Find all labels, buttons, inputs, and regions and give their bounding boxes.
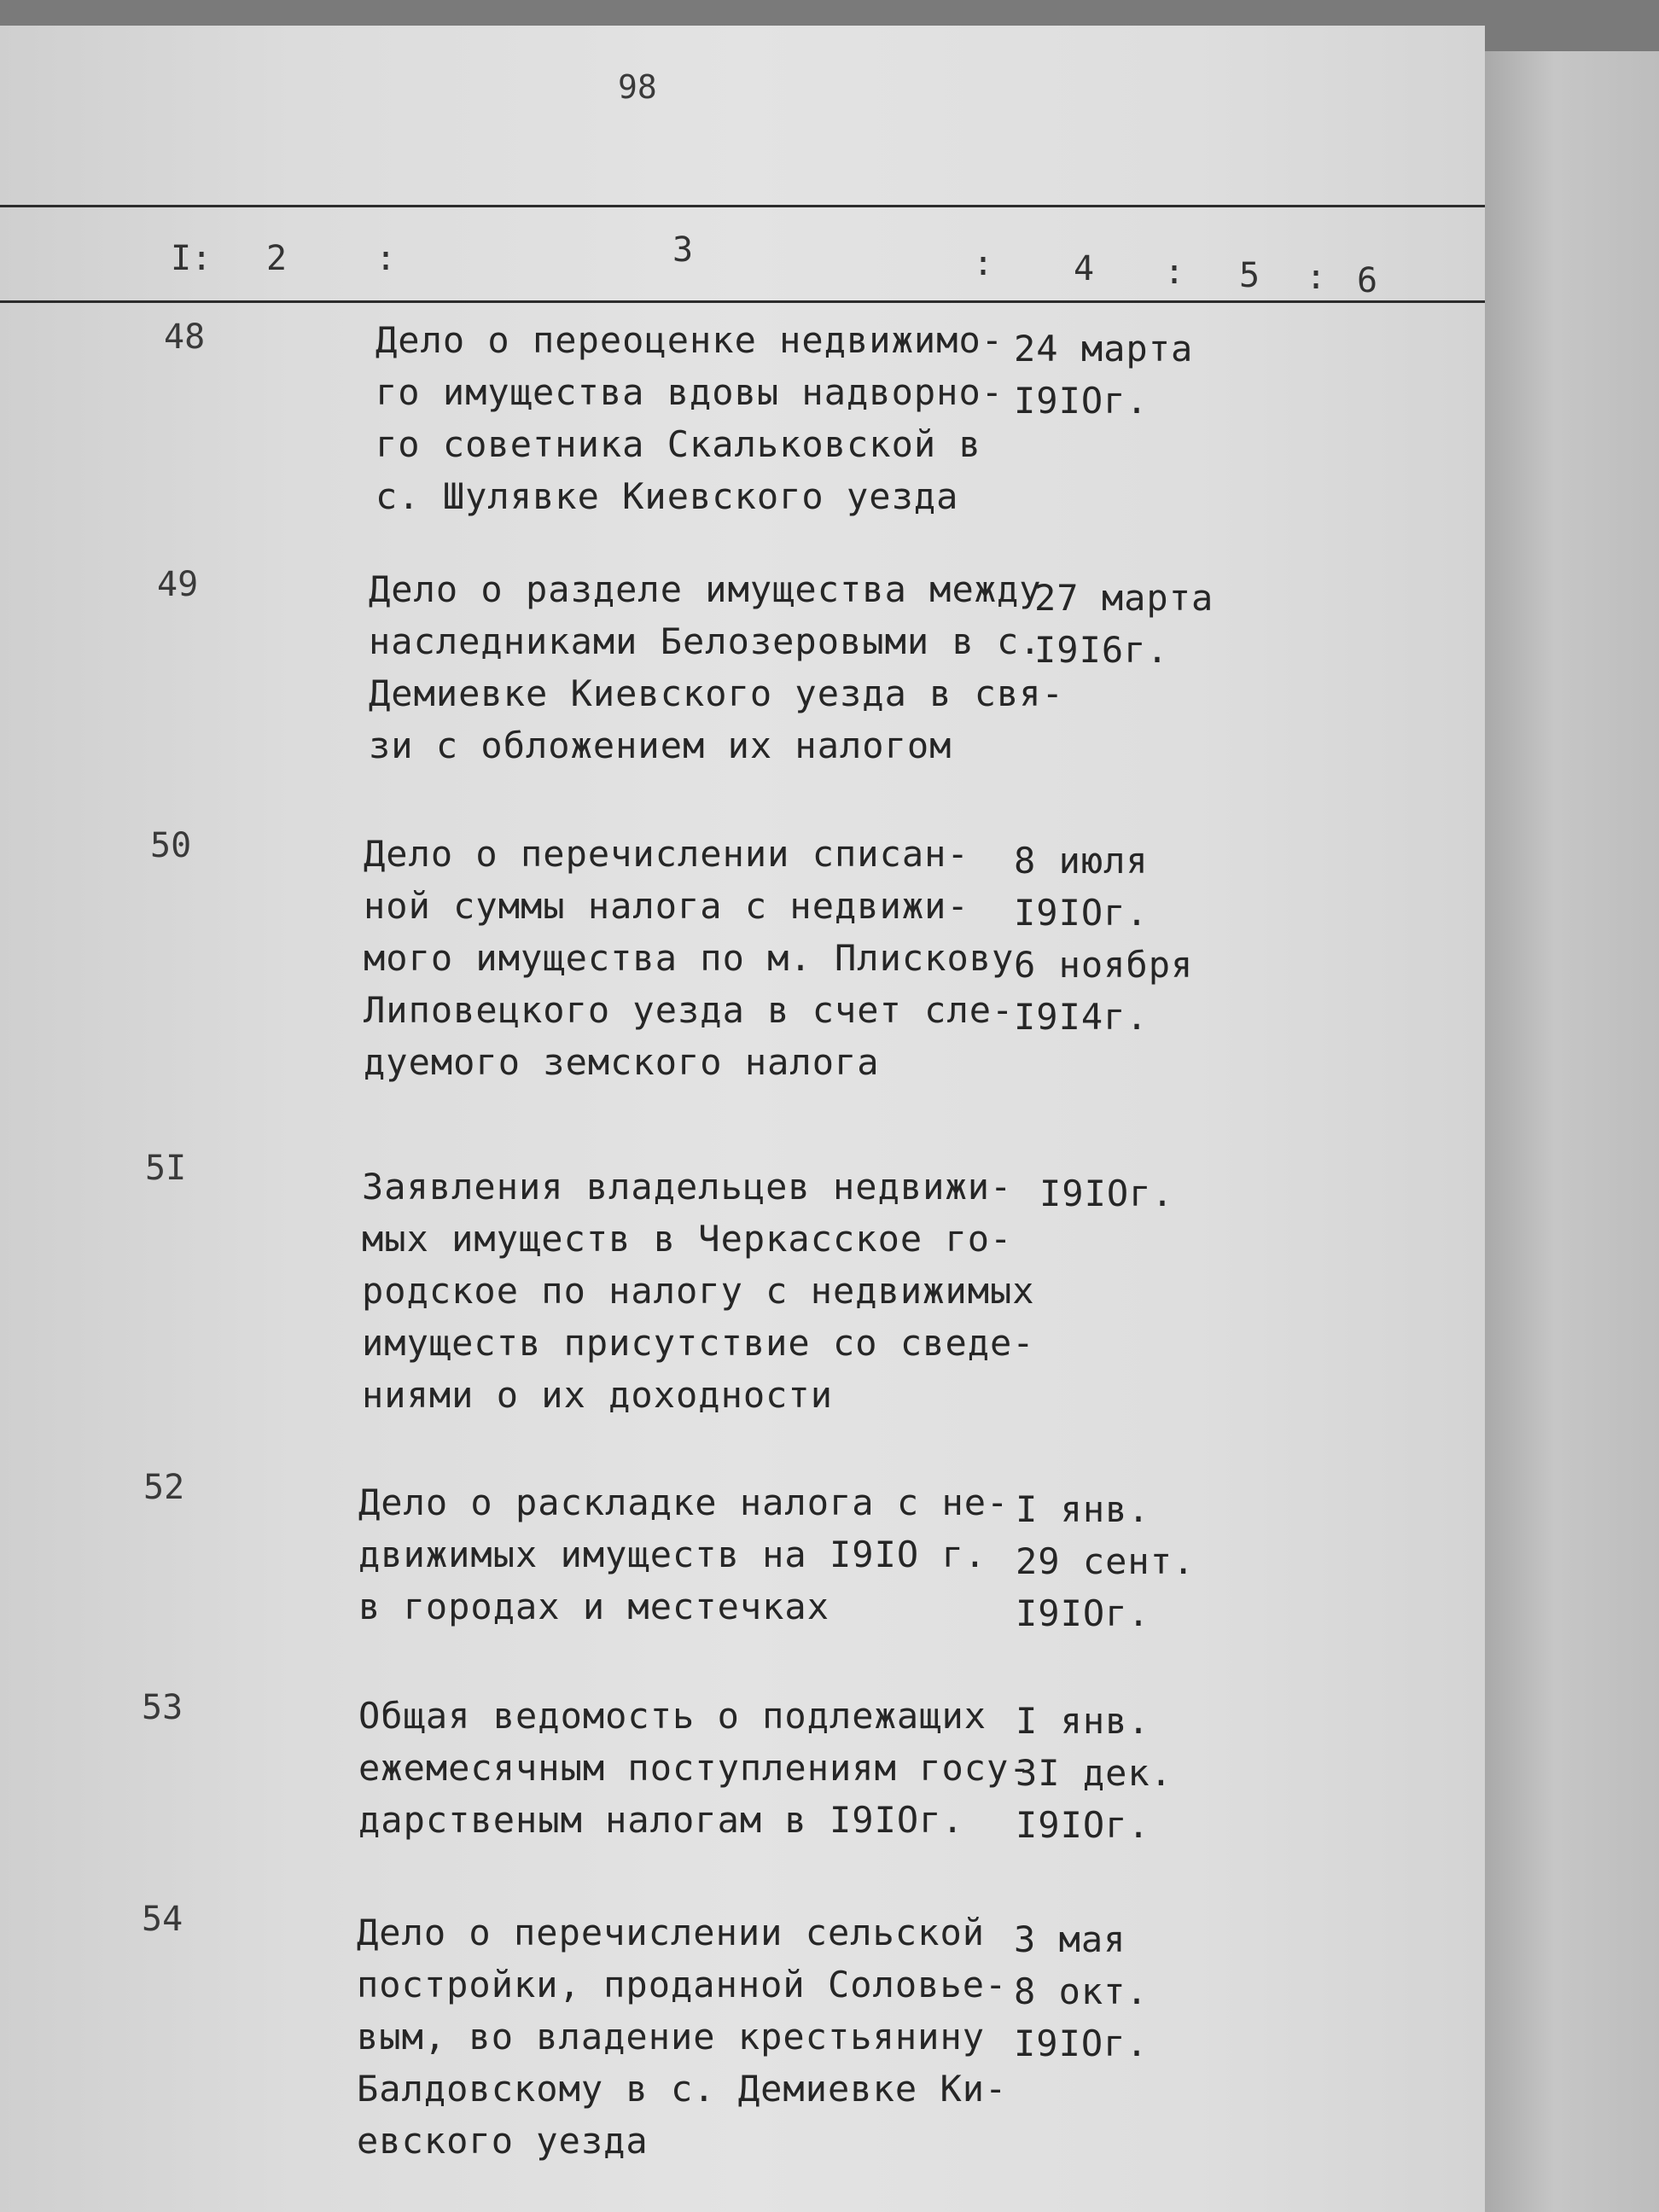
entry-description [364,828,1014,1088]
entry-description [358,1476,1009,1633]
entry-dates [1039,1167,1174,1220]
entry-description [357,1906,1007,2167]
entry-number: 49 [157,565,199,604]
date-line: I9I6г. [1034,629,1169,671]
description-line: имуществ присутствие со сведе- [362,1322,1035,1364]
document-page [0,26,1485,2212]
entry-dates [1016,1695,1173,1851]
column-separator: : [1164,253,1185,292]
description-line: Демиевке Киевского уезда в свя- [369,672,1064,714]
page-number: 98 [618,68,657,106]
underlying-page-edge [1485,51,1659,2212]
header-rule-top [0,205,1485,207]
entry-number: 5I [145,1149,187,1188]
date-line: I9IOг. [1014,380,1149,422]
description-line: движимых имуществ на I9IO г. [358,1534,987,1575]
date-line: 8 июля [1014,840,1149,882]
description-line: Общая ведомость о подлежащих [358,1695,987,1737]
description-line: го советника Скальковской в [375,423,981,465]
entry-description [375,314,1004,522]
description-line: ниями о их доходности [362,1374,834,1416]
description-line: Дело о перечислении списан- [364,833,969,875]
date-line: I9IOг. [1014,2023,1149,2064]
date-line: I янв. [1016,1488,1150,1530]
date-line: 29 сент. [1016,1540,1196,1582]
description-line: Дело о разделе имущества между [369,568,1042,610]
entry-number: 53 [142,1688,183,1727]
column-header-4: 4 [1074,249,1095,288]
description-line: дуемого земского налога [364,1041,880,1083]
date-line: 3 мая [1014,1918,1126,1960]
description-line: постройки, проданной Соловье- [357,1964,1008,2005]
description-line: вым, во владение крестьянину [357,2016,986,2058]
entry-dates [1016,1483,1195,1639]
header-rule-bottom [0,300,1485,303]
description-line: с. Шулявке Киевского уезда [375,475,959,517]
entry-dates [1014,1913,1149,2069]
date-line: I9IOг. [1016,1592,1150,1634]
column-header-1: I: [171,239,212,278]
entry-description [369,563,1064,771]
description-line: Дело о перечислении сельской [357,1912,986,1953]
date-line: 8 окт. [1014,1970,1149,2012]
date-line: 6 ноября [1014,944,1194,986]
description-line: зи с обложением их налогом [369,725,952,766]
description-line: мого имущества по м. Плискову [364,937,1015,979]
description-line: мых имуществ в Черкасское го- [362,1218,1013,1260]
entry-number: 52 [143,1468,185,1507]
date-line: 27 марта [1034,577,1214,619]
entry-dates [1014,323,1193,427]
date-line: 3I дек. [1016,1752,1173,1794]
description-line: Дело о раскладке налога с не- [358,1481,1010,1523]
date-line: I9I4г. [1014,996,1149,1038]
date-line: I9IOг. [1016,1804,1150,1846]
description-line: Дело о переоценке недвижимо- [375,319,1004,361]
column-header-6: 6 [1357,261,1378,300]
date-line: I янв. [1016,1700,1150,1742]
description-line: ной суммы налога с недвижи- [364,885,969,927]
column-separator: : [973,244,994,283]
column-header-3: 3 [672,230,694,270]
description-line: ежемесячным поступлениям госу- [358,1747,1032,1789]
date-line: 24 марта [1014,328,1194,370]
entry-dates [1034,572,1214,676]
entry-description [362,1161,1035,1421]
description-line: евского уезда [357,2120,649,2162]
entry-dates [1014,835,1193,1043]
column-header-5: 5 [1239,256,1260,295]
description-line: наследниками Белозеровыми в с. [369,620,1042,662]
description-line: Заявления владельцев недвижи- [362,1166,1013,1208]
description-line: го имущества вдовы надворно- [375,371,1004,413]
description-line: дарственым налогам в I9IOг. [358,1799,964,1841]
description-line: родское по налогу с недвижимых [362,1270,1035,1312]
column-header-2: 2 [266,239,288,278]
column-separator: : [375,239,397,278]
entry-number: 54 [142,1900,183,1939]
description-line: Липовецкого уезда в счет сле- [364,989,1015,1031]
date-line: I9IOг. [1039,1173,1174,1214]
column-separator: : [1306,258,1327,297]
date-line: I9IOг. [1014,892,1149,934]
description-line: в городах и местечках [358,1586,830,1627]
description-line: Балдовскому в с. Демиевке Ки- [357,2068,1008,2110]
entry-number: 50 [150,826,192,865]
entry-number: 48 [164,317,206,357]
entry-description [358,1690,1032,1846]
